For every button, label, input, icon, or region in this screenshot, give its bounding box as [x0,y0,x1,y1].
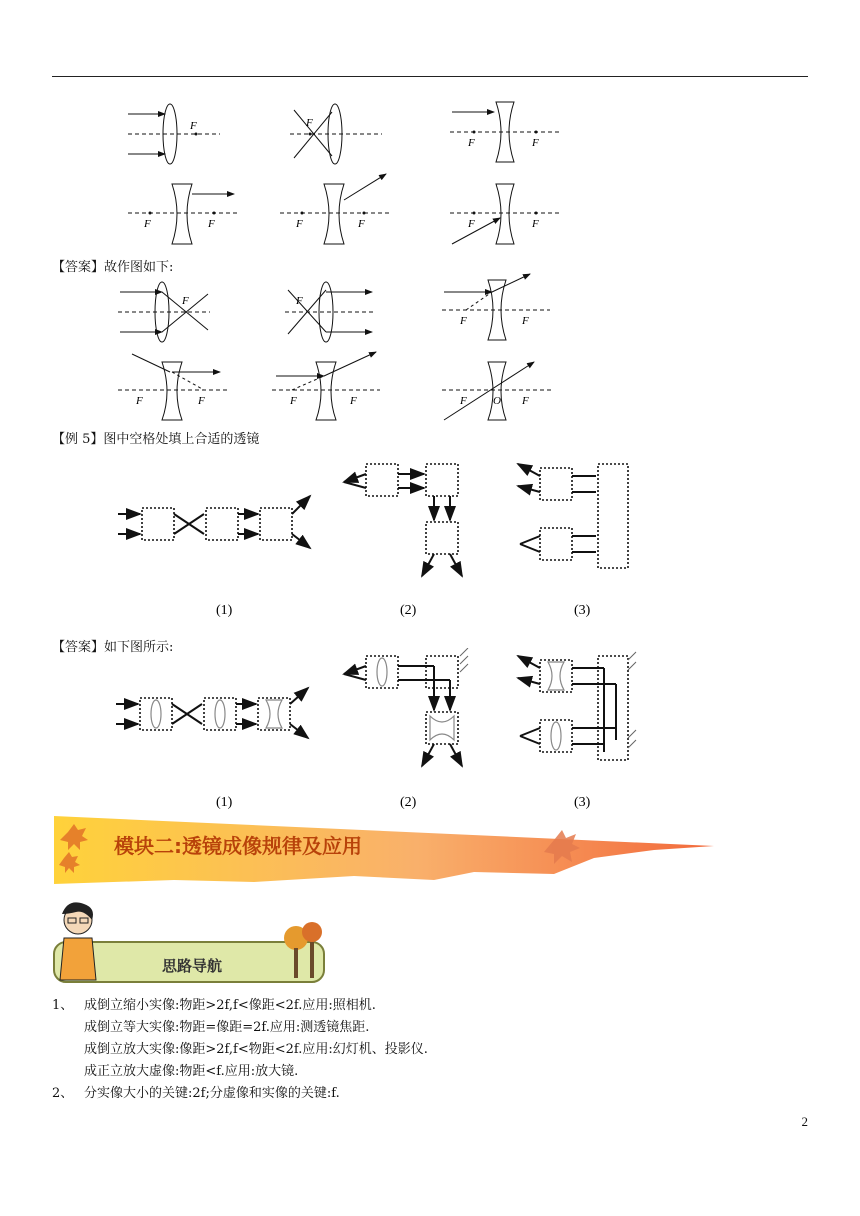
lens-question-figure [110,96,580,251]
svg-text:(2): (2) [400,603,417,618]
svg-text:F: F [350,395,357,407]
example-5-line: 【例 5】图中空格处填上合适的透镜 [52,432,260,447]
concave-lens-ray-left [128,184,238,244]
module-title: 模块二:透镜成像规律及应用 [114,834,362,858]
page-number: 2 [801,1114,808,1129]
svg-text:F: F [522,395,529,407]
concave-lens-ray-right [450,184,560,244]
answer-1-line: 【答案】故作图如下: [52,260,174,275]
point-1-line-2: 成倒立等大实像:物距=像距=2f.应用:测透镜焦距. [84,1020,370,1035]
svg-text:F: F [296,295,303,307]
convex-lens-focus-rays [290,104,382,164]
svg-text:F: F [522,315,529,327]
example-5-figure [110,456,650,621]
student-avatar-icon [60,902,96,980]
svg-text:(3): (3) [574,795,591,810]
svg-text:F: F [306,117,313,129]
point-1-num: 1、 [52,998,74,1013]
svg-text:F: F [468,218,475,230]
svg-text:(1): (1) [216,603,233,618]
answer-concave-4 [442,362,552,420]
svg-text:F: F [136,395,143,407]
example-5-answer-figure [110,648,650,813]
point-2-num: 2、 [52,1086,74,1101]
convex-lens-parallel-rays [128,104,220,164]
answer-2-line: 【答案】如下图所示: [52,640,174,655]
svg-text:(3): (3) [574,603,591,618]
point-2-line-1: 分实像大小的关键:2f;分虚像和实像的关键:f. [84,1086,340,1101]
point-1-line-4: 成正立放大虚像:物距<f.应用:放大镜. [84,1064,299,1079]
svg-text:F: F [460,395,467,407]
answer-convex-2 [285,282,375,342]
lens-answer-figure [110,272,580,422]
svg-text:F: F [532,137,539,149]
concave-lens-parallel-ray [450,102,560,162]
svg-text:(2): (2) [400,795,417,810]
answer-concave-3 [272,352,380,420]
svg-text:F: F [460,315,467,327]
svg-text:F: F [358,218,365,230]
svg-text:F: F [144,218,151,230]
svg-text:F: F [208,218,215,230]
svg-text:F: F [198,395,205,407]
concave-lens-ray-middle [280,174,390,244]
svg-text:F: F [182,295,189,307]
header-rule [52,76,808,77]
point-1-line-3: 成倒立放大实像:像距>2f,f<物距<2f.应用:幻灯机、投影仪. [84,1042,428,1057]
answer-concave-2 [118,354,228,420]
answer-concave-1 [442,274,550,340]
svg-text:O: O [493,395,501,407]
svg-text:F: F [532,218,539,230]
svg-text:F: F [468,137,475,149]
point-1-line-1: 成倒立缩小实像:物距>2f,f<像距<2f.应用:照相机. [84,998,376,1013]
nav-title: 思路导航 [162,957,223,975]
svg-text:F: F [290,395,297,407]
svg-text:(1): (1) [216,795,233,810]
svg-text:F: F [190,120,197,132]
svg-text:F: F [296,218,303,230]
answer-convex-1 [118,282,210,342]
